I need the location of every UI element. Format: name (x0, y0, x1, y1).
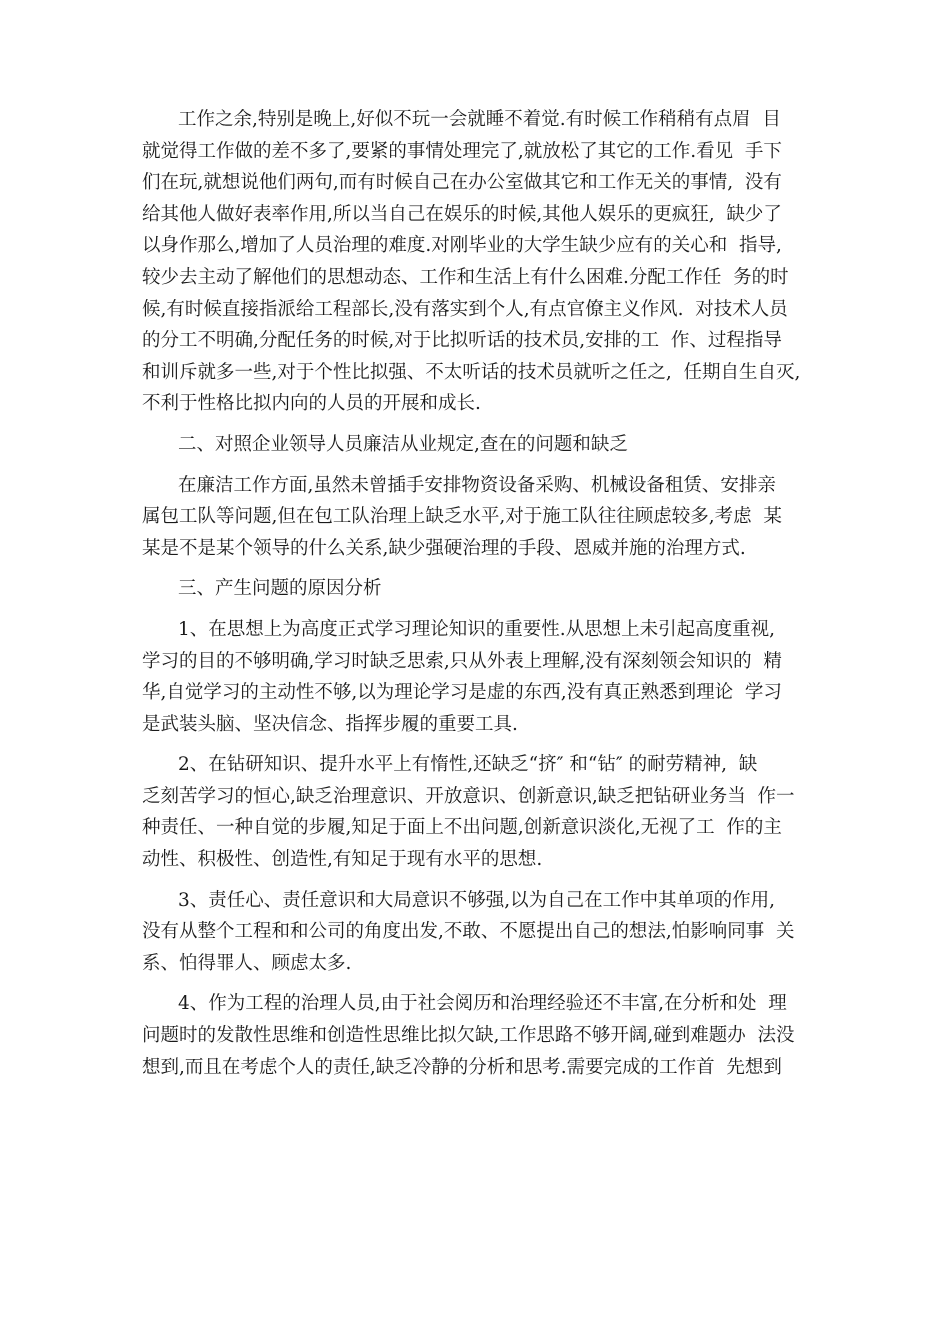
section-heading: 二、对照企业领导人员廉洁从业规定,查在的问题和缺乏 (178, 433, 628, 455)
paragraph-line: 某是不是某个领导的什么关系,缺少强硬治理的手段、恩威并施的治理方式. (142, 537, 746, 559)
paragraph-line: 没有从整个工程和和公司的角度出发,不敢、不愿提出自己的想法,怕影响同事 关 (142, 921, 795, 943)
paragraph-line: 华,自觉学习的主动性不够,以为理论学习是虚的东西,没有真正熟悉到理论 学习 (142, 682, 782, 704)
paragraph-line: 是武装头脑、坚决信念、指挥步履的重要工具. (142, 713, 518, 735)
paragraph-line: 工作之余,特别是晚上,好似不玩一会就睡不着觉.有时候工作稍稍有点眉 目 (178, 109, 781, 130)
paragraph-line: 学习的目的不够明确,学习时缺乏思索,只从外表上理解,没有深刻领会知识的 精 (142, 650, 782, 672)
paragraph-line: 就觉得工作做的差不多了,要紧的事情处理完了,就放松了其它的工作.看见 手下 (142, 140, 782, 162)
document-body (142, 104, 832, 1083)
paragraph-line: 候,有时候直接指派给工程部长,没有落实到个人,有点官僚主义作风. 对技术人员 (142, 298, 788, 320)
paragraph-line: 3、责任心、责任意识和大局意识不够强,以为自己在工作中其单项的作用, (178, 889, 776, 911)
paragraph-line: 们在玩,就想说他们两句,而有时候自己在办公室做其它和工作无关的事情, 没有 (142, 172, 782, 194)
paragraph-line: 和训斥就多一些,对于个性比拟强、不太听话的技术员就听之任之, 任期自生自灭, (142, 361, 801, 383)
paragraph-line: 属包工队等问题,但在包工队治理上缺乏水平,对于施工队往往顾虑较多,考虑 某 (142, 506, 782, 528)
paragraph-line: 以身作那么,增加了人员治理的难度.对刚毕业的大学生缺少应有的关心和 指导, (142, 235, 782, 257)
paragraph-line: 系、怕得罪人、顾虑太多. (142, 952, 352, 974)
paragraph-line: 的分工不明确,分配任务的时候,对于比拟听话的技术员,安排的工 作、过程指导 (142, 330, 782, 352)
paragraph-line: 给其他人做好表率作用,所以当自己在娱乐的时候,其他人娱乐的更疯狂, 缺少了 (142, 203, 782, 225)
paragraph-line: 2、在钻研知识、提升水平上有惰性,还缺乏“挤″ 和“钻″ 的耐劳精神, 缺 (178, 754, 758, 776)
paragraph-line: 不利于性格比拟内向的人员的开展和成长. (142, 393, 481, 415)
paragraph-line: 想到,而且在考虑个人的责任,缺乏冷静的分析和思考.需要完成的工作首 先想到 (142, 1056, 782, 1078)
paragraph-line: 动性、积极性、创造性,有知足于现有水平的思想. (142, 849, 543, 871)
paragraph-line: 1、在思想上为高度正式学习理论知识的重要性.从思想上未引起高度重视, (178, 618, 776, 640)
paragraph-line: 4、作为工程的治理人员,由于社会阅历和治理经验还不丰富,在分析和处 理 (178, 993, 787, 1015)
paragraph-line: 问题时的发散性思维和创造性思维比拟欠缺,工作思路不够开阔,碰到难题办 法没 (142, 1025, 795, 1047)
section-heading: 三、产生问题的原因分析 (178, 578, 382, 600)
paragraph-line: 在廉洁工作方面,虽然未曾插手安排物资设备采购、机械设备租赁、安排亲 (178, 474, 776, 496)
paragraph-line: 乏刻苦学习的恒心,缺乏治理意识、开放意识、创新意识,缺乏把钻研业务当 作一 (142, 785, 795, 807)
paragraph-line: 种责任、一种自觉的步履,知足于面上不出问题,创新意识淡化,无视了工 作的主 (142, 817, 782, 839)
paragraph-line: 较少去主动了解他们的思想动态、工作和生活上有什么困难.分配工作任 务的时 (142, 266, 789, 288)
